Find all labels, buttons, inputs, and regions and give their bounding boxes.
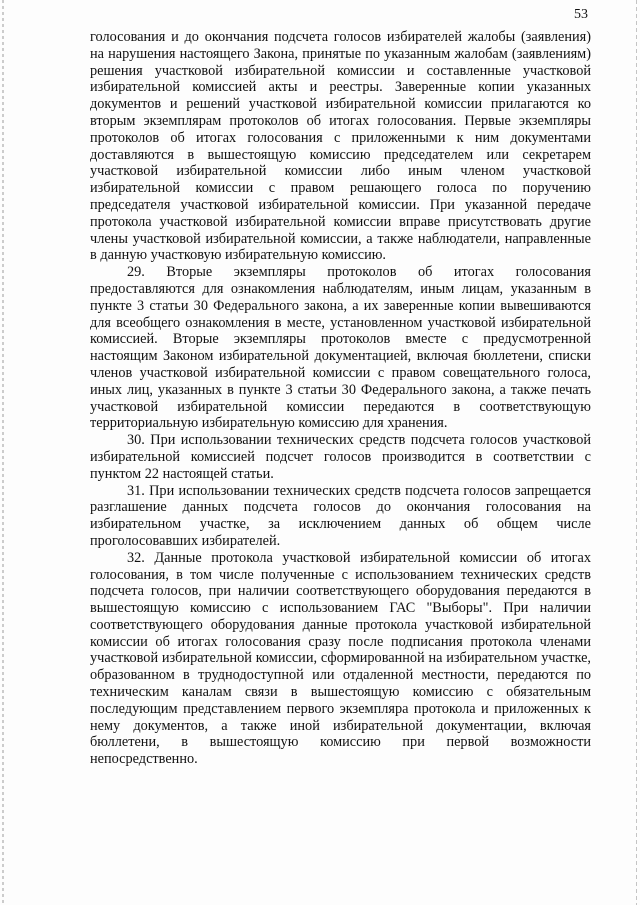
paragraph-31: 31. При использовании технических средств подсчета голосов запрещается разглашение данных подсчета голосов до окончания голосования на избирательном участке, за исключением данных об общем числе проголосовавших избирателей.: [90, 482, 591, 549]
paragraph-30: 30. При использовании технических средств подсчета голосов участковой избирательной комиссией подсчет голосов производится в соответствии с пунктом 22 настоящей статьи.: [90, 432, 591, 482]
scan-edge-right: [636, 0, 637, 905]
scan-edge-left: [2, 0, 4, 905]
paragraph-32: 32. Данные протокола участковой избирательной комиссии об итогах голосования, в том числе полученные с использованием технических средств подсчета голосов, при наличии соответствующего оборудования передаются в вышестоящую комиссию с использованием ГАС "Выборы". При наличии соответствующего оборудования данные протокола участковой избирательной комиссии об итогах голосования сразу после подписания протокола членами участковой избирательной комиссии, сформированной на избирательном участке, образованном в труднодоступной или отдаленной местности, передаются по техническим каналам связи в вышестоящую комиссию с обязательным последующим представлением первого экземпляра протокола и приложенных к нему документов, а также иной избирательной документации, включая бюллетени, в вышестоящую комиссию при первой возможности непосредственно.: [90, 549, 591, 768]
document-body: [90, 29, 591, 768]
paragraph-continuation: голосования и до окончания подсчета голосов избирателей жалобы (заявления) на нарушения настоящего Закона, принятые по указанным жалобам (заявлениям) решения участковой избирательной комиссии и составленные участковой избирательной комиссией акты и реестры. Заверенные копии указанных документов и решений участковой избирательной комиссии прилагаются ко вторым экземплярам протоколов об итогах голосования. Первые экземпляры протоколов об итогах голосования с приложенными к ним документами доставляются в вышестоящую комиссию председателем или секретарем участковой избирательной комиссии либо иным членом участковой избирательной комиссии с правом решающего голоса по поручению председателя участковой избирательной комиссии. При указанной передаче протокола участковой избирательной комиссии вправе присутствовать другие члены участковой избирательной комиссии, а также наблюдатели, направленные в данную участковую избирательную комиссию.: [90, 29, 591, 264]
paragraph-29: 29. Вторые экземпляры протоколов об итогах голосования предоставляются для ознакомления наблюдателям, иным лицам, указанным в пункте 3 статьи 30 Федерального закона, а их заверенные копии вывешиваются для всеобщего ознакомления в месте, установленном участковой избирательной комиссией. Вторые экземпляры протоколов вместе с предусмотренной настоящим Законом избирательной документацией, включая бюллетени, списки членов участковой избирательной комиссии с правом совещательного голоса, иных лиц, указанных в пункте 3 статьи 30 Федерального закона, а также печать участковой избирательной комиссии передаются в соответствующую территориальную избирательную комиссию для хранения.: [90, 264, 591, 432]
page-number: 53: [574, 7, 588, 22]
